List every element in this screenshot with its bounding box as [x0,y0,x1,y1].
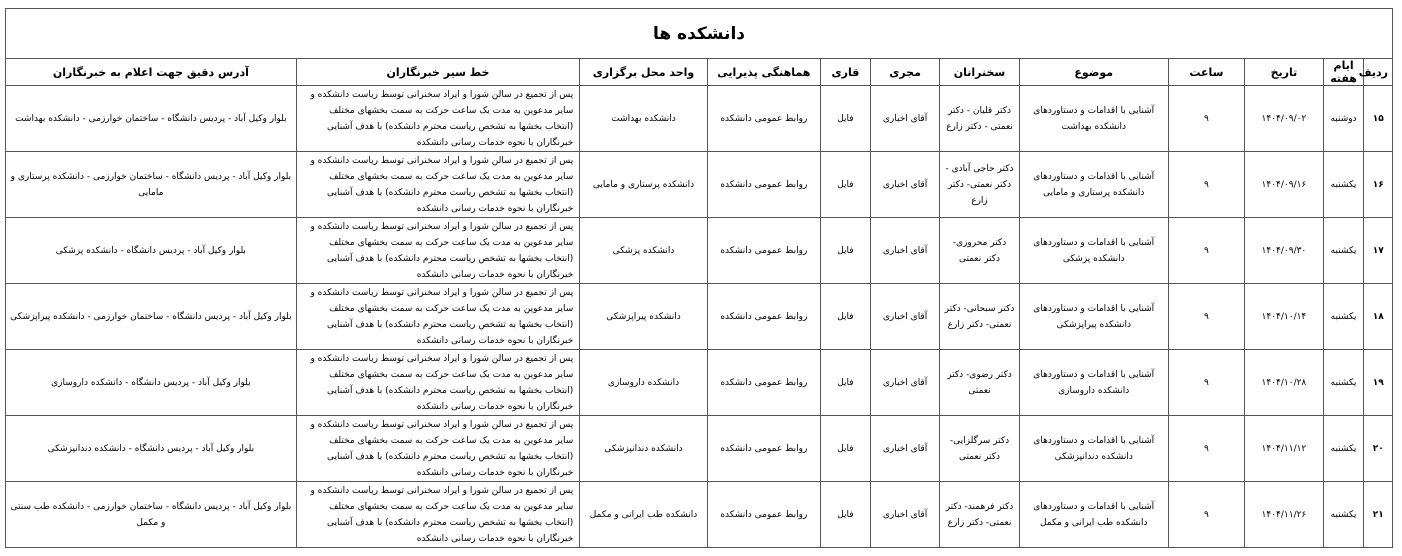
topic-cell: آشنایی با اقدامات و دستاوردهای دانشکده بهداشت [1019,86,1168,152]
speakers-cell: دکتر قلیان - دکتر نعمتی - دکتر زارع [940,86,1020,152]
reciter-cell: فایل [820,152,870,218]
header-topic: موضوع [1019,59,1168,86]
catering-cell: روابط عمومی دانشکده [707,86,820,152]
time-cell: ۹ [1168,416,1244,482]
catering-cell: روابط عمومی دانشکده [707,218,820,284]
reporter-route-cell: پس از تجمیع در سالن شورا و ایراد سخنرانی توسط ریاست دانشکده و سایر مدعوین به مدت یک ساعت حرکت به سمت بخشهای مختلف (انتخاب بخشها به تشخص ریاست محترم دانشکده) با هدف آشنایی خبرنگاران با نحوه خدمات رسانی دانشکده [296,152,580,218]
catering-cell: روابط عمومی دانشکده [707,482,820,548]
table-row [6,86,1393,152]
header-weekday: ایام هفته [1323,59,1364,86]
time-cell: ۹ [1168,218,1244,284]
table-row [6,482,1393,548]
topic-cell: آشنایی با اقدامات و دستاوردهای دانشکده دندانپزشکی [1019,416,1168,482]
row-number-cell: ۲۰ [1364,416,1393,482]
reciter-cell: فایل [820,482,870,548]
table-row [6,350,1393,416]
topic-cell: آشنایی با اقدامات و دستاوردهای دانشکده پیراپزشکی [1019,284,1168,350]
speakers-cell: دکتر فرهمند- دکتر نعمتی- دکتر زارع [940,482,1020,548]
catering-cell: روابط عمومی دانشکده [707,350,820,416]
weekday-cell: یکشنبه [1323,416,1364,482]
host-cell: آقای اخباری [870,482,939,548]
reporter-route-cell: پس از تجمیع در سالن شورا و ایراد سخنرانی توسط ریاست دانشکده و سایر مدعوین به مدت یک ساعت حرکت به سمت بخشهای مختلف (انتخاب بخشها به تشخص ریاست محترم دانشکده) با هدف آشنایی خبرنگاران با نحوه خدمات رسانی دانشکده [296,350,580,416]
header-speakers: سخنرانان [940,59,1020,86]
reporter-route-cell: پس از تجمیع در سالن شورا و ایراد سخنرانی توسط ریاست دانشکده و سایر مدعوین به مدت یک ساعت حرکت به سمت بخشهای مختلف (انتخاب بخشها به تشخص ریاست محترم دانشکده) با هدف آشنایی خبرنگاران با نحوه خدمات رسانی دانشکده [296,482,580,548]
reciter-cell: فایل [820,350,870,416]
reporter-route-cell: پس از تجمیع در سالن شورا و ایراد سخنرانی توسط ریاست دانشکده و سایر مدعوین به مدت یک ساعت حرکت به سمت بخشهای مختلف (انتخاب بخشها به تشخص ریاست محترم دانشکده) با هدف آشنایی خبرنگاران با نحوه خدمات رسانی دانشکده [296,416,580,482]
venue-cell: دانشکده طب ایرانی و مکمل [580,482,707,548]
venue-cell: دانشکده داروسازی [580,350,707,416]
page-title: دانشکده ها [6,9,1393,59]
reporter-route-cell: پس از تجمیع در سالن شورا و ایراد سخنرانی توسط ریاست دانشکده و سایر مدعوین به مدت یک ساعت حرکت به سمت بخشهای مختلف (انتخاب بخشها به تشخص ریاست محترم دانشکده) با هدف آشنایی خبرنگاران با نحوه خدمات رسانی دانشکده [296,218,580,284]
weekday-cell: یکشنبه [1323,284,1364,350]
topic-cell: آشنایی با اقدامات و دستاوردهای دانشکده پزشکی [1019,218,1168,284]
header-reporter-route: خط سیر خبرنگاران [296,59,580,86]
address-cell: بلوار وکیل آباد - پردیس دانشگاه - ساختمان خوارزمی - دانشکده پرستاری و مامایی [6,152,297,218]
row-number-cell: ۲۱ [1364,482,1393,548]
venue-cell: دانشکده بهداشت [580,86,707,152]
address-cell: بلوار وکیل آباد - پردیس دانشگاه - ساختمان خوارزمی - دانشکده طب سنتی و مکمل [6,482,297,548]
address-cell: بلوار وکیل آباد - پردیس دانشگاه - دانشکده داروسازی [6,350,297,416]
reciter-cell: فایل [820,284,870,350]
table-row [6,284,1393,350]
header-row [6,59,1393,86]
header-row-number: ردیف [1364,59,1393,86]
host-cell: آقای اخباری [870,152,939,218]
weekday-cell: یکشنبه [1323,482,1364,548]
address-cell: بلوار وکیل آباد - پردیس دانشگاه - دانشکده پزشکی [6,218,297,284]
header-host: مجری [870,59,939,86]
schedule-table [5,8,1393,548]
catering-cell: روابط عمومی دانشکده [707,152,820,218]
row-number-cell: ۱۷ [1364,218,1393,284]
table-row [6,152,1393,218]
header-address: آدرس دقیق جهت اعلام به خبرنگاران [6,59,297,86]
table-row [6,416,1393,482]
date-cell: ۱۴۰۴/۱۱/۱۲ [1245,416,1324,482]
row-number-cell: ۱۸ [1364,284,1393,350]
speakers-cell: دکتر حاجی آبادی - دکتر نعمتی- دکتر زارع [940,152,1020,218]
weekday-cell: دوشنبه [1323,86,1364,152]
header-venue: واحد محل برگزاری [580,59,707,86]
reciter-cell: فایل [820,86,870,152]
table-row [6,218,1393,284]
weekday-cell: یکشنبه [1323,350,1364,416]
header-date: تاریخ [1245,59,1324,86]
time-cell: ۹ [1168,284,1244,350]
address-cell: بلوار وکیل آباد - پردیس دانشگاه - ساختمان خوارزمی - دانشکده پیراپزشکی [6,284,297,350]
time-cell: ۹ [1168,152,1244,218]
host-cell: آقای اخباری [870,416,939,482]
catering-cell: روابط عمومی دانشکده [707,416,820,482]
time-cell: ۹ [1168,86,1244,152]
table-body [6,86,1393,548]
speakers-cell: دکتر سرگلزایی- دکتر نعمتی [940,416,1020,482]
row-number-cell: ۱۶ [1364,152,1393,218]
speakers-cell: دکتر محروری- دکتر نعمتی [940,218,1020,284]
venue-cell: دانشکده دندانپزشکی [580,416,707,482]
topic-cell: آشنایی با اقدامات و دستاوردهای دانشکده طب ایرانی و مکمل [1019,482,1168,548]
reporter-route-cell: پس از تجمیع در سالن شورا و ایراد سخنرانی توسط ریاست دانشکده و سایر مدعوین به مدت یک ساعت حرکت به سمت بخشهای مختلف (انتخاب بخشها به تشخص ریاست محترم دانشکده) با هدف آشنایی خبرنگاران با نحوه خدمات رسانی دانشکده [296,86,580,152]
venue-cell: دانشکده پزشکی [580,218,707,284]
time-cell: ۹ [1168,350,1244,416]
date-cell: ۱۴۰۴/۰۹/۳۰ [1245,218,1324,284]
date-cell: ۱۴۰۴/۱۱/۲۶ [1245,482,1324,548]
venue-cell: دانشکده پیراپزشکی [580,284,707,350]
header-catering: هماهنگی پذیرایی [707,59,820,86]
host-cell: آقای اخباری [870,218,939,284]
reciter-cell: فایل [820,416,870,482]
row-number-cell: ۱۵ [1364,86,1393,152]
reporter-route-cell: پس از تجمیع در سالن شورا و ایراد سخنرانی توسط ریاست دانشکده و سایر مدعوین به مدت یک ساعت حرکت به سمت بخشهای مختلف (انتخاب بخشها به تشخص ریاست محترم دانشکده) با هدف آشنایی خبرنگاران با نحوه خدمات رسانی دانشکده [296,284,580,350]
date-cell: ۱۴۰۴/۱۰/۱۴ [1245,284,1324,350]
host-cell: آقای اخباری [870,284,939,350]
topic-cell: آشنایی با اقدامات و دستاوردهای دانشکده داروسازی [1019,350,1168,416]
date-cell: ۱۴۰۴/۰۹/۱۶ [1245,152,1324,218]
header-time: ساعت [1168,59,1244,86]
host-cell: آقای اخباری [870,350,939,416]
row-number-cell: ۱۹ [1364,350,1393,416]
address-cell: بلوار وکیل آباد - پردیس دانشگاه - ساختمان خوارزمی - دانشکده بهداشت [6,86,297,152]
venue-cell: دانشکده پرستاری و مامایی [580,152,707,218]
speakers-cell: دکتر رضوی- دکتر نعمتی [940,350,1020,416]
weekday-cell: یکشنبه [1323,152,1364,218]
date-cell: ۱۴۰۴/۱۰/۲۸ [1245,350,1324,416]
schedule-sheet [5,8,1393,548]
date-cell: ۱۴۰۴/۰۹/۰۲ [1245,86,1324,152]
address-cell: بلوار وکیل آباد - پردیس دانشگاه - دانشکده دندانپزشکی [6,416,297,482]
host-cell: آقای اخباری [870,86,939,152]
topic-cell: آشنایی با اقدامات و دستاوردهای دانشکده پرستاری و مامایی [1019,152,1168,218]
speakers-cell: دکتر سبحانی- دکتر نعمتی- دکتر زارع [940,284,1020,350]
reciter-cell: فایل [820,218,870,284]
header-reciter: قاری [820,59,870,86]
weekday-cell: یکشنبه [1323,218,1364,284]
catering-cell: روابط عمومی دانشکده [707,284,820,350]
time-cell: ۹ [1168,482,1244,548]
